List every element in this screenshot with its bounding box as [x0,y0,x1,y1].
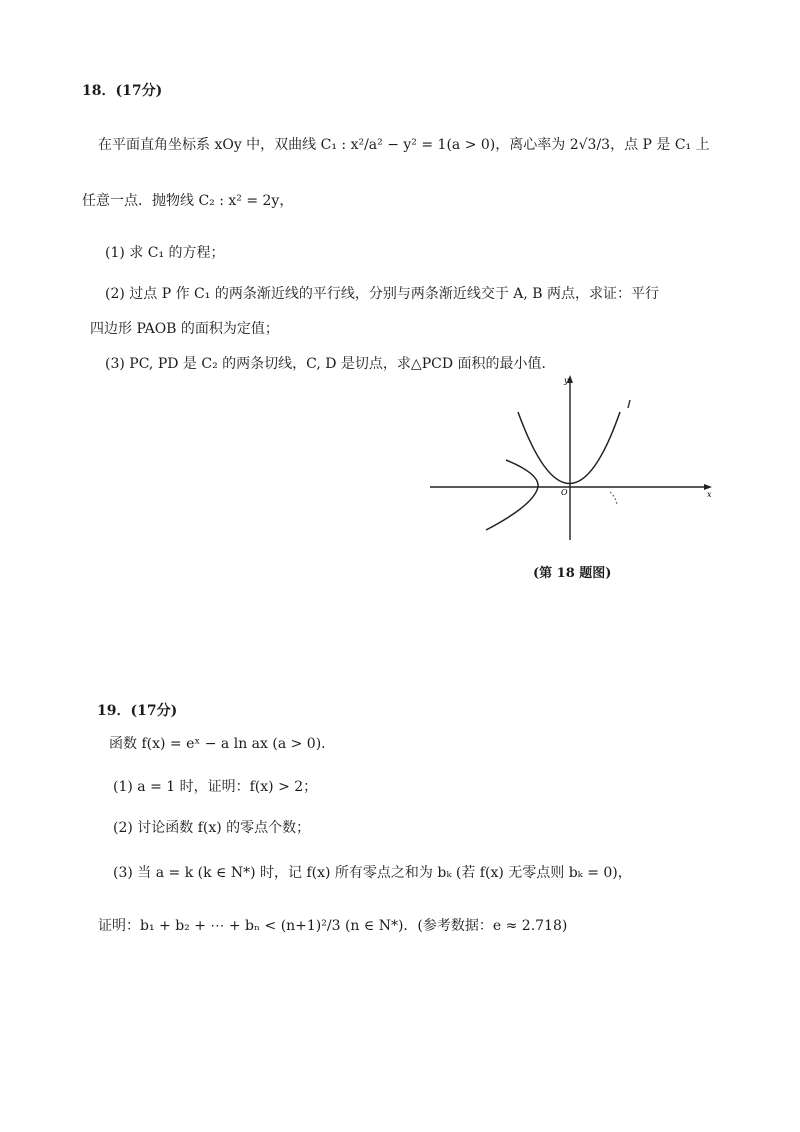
q19-part3: (3) 当 a = k (k ∈ N*) 时，记 f(x) 所有零点之和为 bₖ (若 f(x) 无零点则 bₖ = 0)， [113,865,632,881]
q18-figure [428,370,718,550]
parabola-curve [518,412,620,484]
x-axis-label: x [707,490,712,499]
q18-part3: (3) PC, PD 是 C₂ 的两条切线，C, D 是切点，求△PCD 面积的最小值． [105,356,556,372]
q18-header: 18．(17分) [82,83,163,99]
q19-proof: 证明：b₁ + b₂ + ⋯ + bₙ < (n+1)²/3 (n ∈ N*)．(参考数据：e ≈ 2.718) [98,918,568,934]
hyperbola-left-branch [486,460,538,530]
stray-dash-mark [610,492,617,504]
q18-part1: (1) 求 C₁ 的方程； [105,245,225,261]
q18-figure-caption: (第 18 题图) [533,566,612,581]
origin-label: O [561,488,568,497]
q19-part1: (1) a = 1 时，证明：f(x) > 2； [113,779,318,795]
q18-part2-line1: (2) 过点 P 作 C₁ 的两条渐近线的平行线，分别与两条渐近线交于 A, B 两点，求证：平行 [105,286,660,302]
y-axis-label: y [564,376,569,385]
q18-intro-line1: 在平面直角坐标系 xOy 中，双曲线 C₁ : x²/a² − y² = 1(a > 0)，离心率为 2√3/3，点 P 是 C₁ 上 [98,137,710,153]
q19-part2: (2) 讨论函数 f(x) 的零点个数； [113,820,311,836]
q19-function-def: 函数 f(x) = eˣ − a ln ax (a > 0)． [109,736,336,752]
q19-header: 19．(17分) [97,703,178,719]
q18-intro-line2: 任意一点．抛物线 C₂ : x² = 2y， [82,193,294,209]
q18-part2-line2: 四边形 PAOB 的面积为定值； [90,321,279,337]
stray-mark [628,400,630,408]
